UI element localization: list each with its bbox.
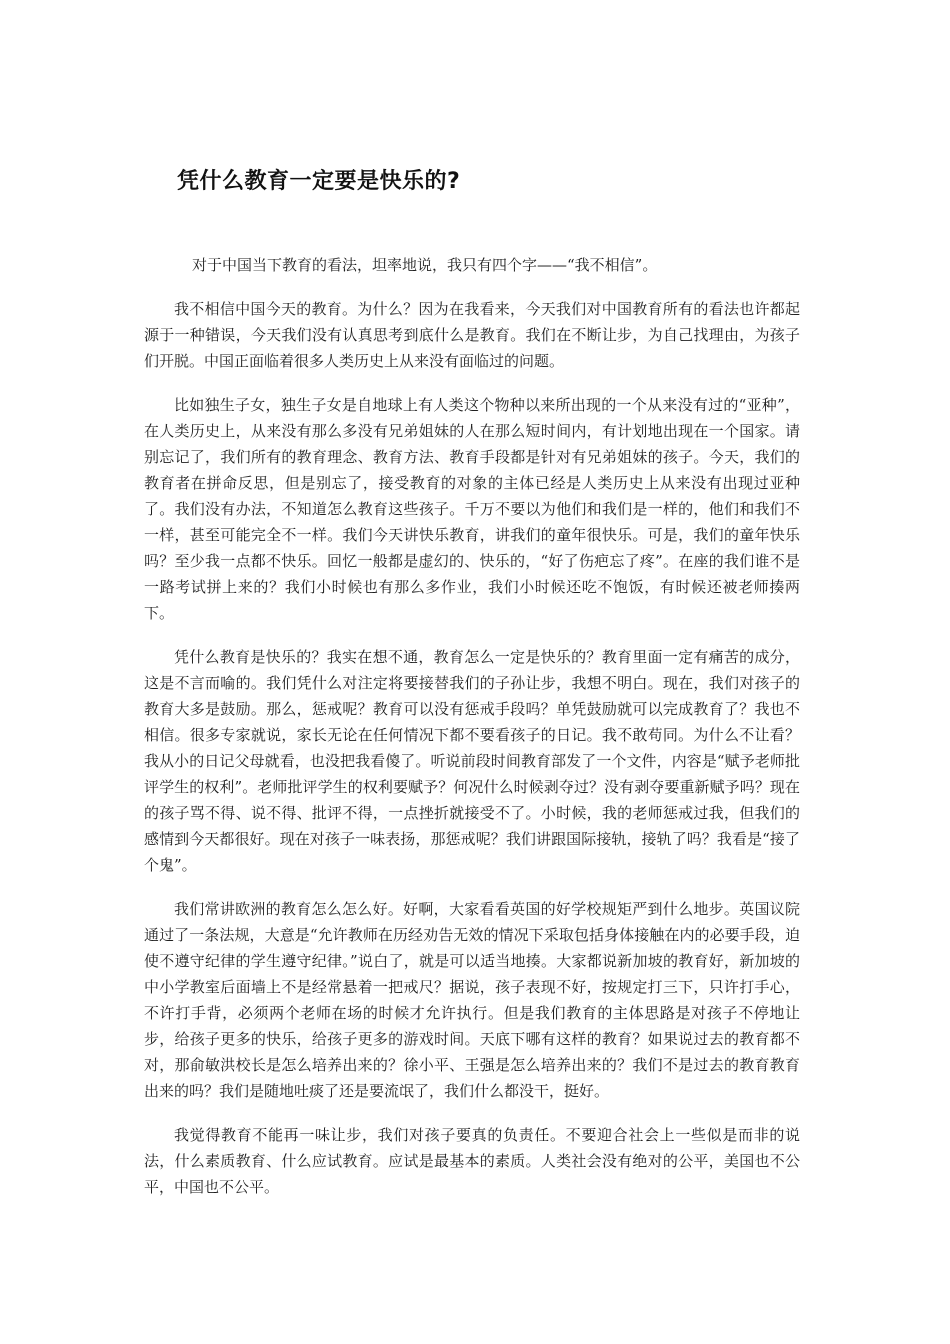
paragraph: 我不相信中国今天的教育。为什么？因为在我看来，今天我们对中国教育所有的看法也许都起源于一种错误，今天我们没有认真思考到底什么是教育。我们在不断让步，为自己找理由，为孩子们开脱。中国正面临着很多人类历史上从来没有面临过的问题。	[144, 300, 800, 370]
paragraph: 我们常讲欧洲的教育怎么怎么好。好啊，大家看看英国的好学校规矩严到什么地步。英国议院通过了一条法规，大意是“允许教师在历经劝告无效的情况下采取包括身体接触在内的必要手段，迫使不遵守纪律的学生遵守纪律。”说白了，就是可以适当地揍。大家都说新加坡的教育好，新加坡的中小学教室后面墙上不是经常悬着一把戒尺？据说，孩子表现不好，按规定打三下，只许打手心，不许打手背，必须两个老师在场的时候才允许执行。但是我们教育的主体思路是对孩子不停地让步，给孩子更多的快乐，给孩子更多的游戏时间。天底下哪有这样的教育？如果说过去的教育都不对，那俞敏洪校长是怎么培养出来的？徐小平、王强是怎么培养出来的？我们不是过去的教育教育出来的吗？我们是随地吐痰了还是要流氓了，我们什么都没干，挺好。	[144, 900, 800, 1100]
paragraph-intro: 对于中国当下教育的看法，坦率地说，我只有四个字——“我不相信”。	[192, 256, 658, 274]
document-body	[144, 252, 800, 1218]
paragraph: 凭什么教育是快乐的？我实在想不通，教育怎么一定是快乐的？教育里面一定有痛苦的成分，这是不言而喻的。我们凭什么对注定将要接替我们的子孙让步，我想不明白。现在，我们对孩子的教育大多是鼓励。那么，惩戒呢？教育可以没有惩戒手段吗？单凭鼓励就可以完成教育了？我也不相信。很多专家就说，家长无论在任何情况下都不要看孩子的日记。我不敢苟同。为什么不让看？我从小的日记父母就看，也没把我看傻了。听说前段时间教育部发了一个文件，内容是“赋予老师批评学生的权利”。老师批评学生的权利要赋予？何况什么时候剥夺过？没有剥夺要重新赋予吗？现在的孩子骂不得、说不得、批评不得，一点挫折就接受不了。小时候，我的老师惩戒过我，但我们的感情到今天都很好。现在对孩子一味表扬，那惩戒呢？我们讲跟国际接轨，接轨了吗？我看是“接了个鬼”。	[144, 648, 800, 874]
paragraph: 我觉得教育不能再一味让步，我们对孩子要真的负责任。不要迎合社会上一些似是而非的说法，什么素质教育、什么应试教育。应试是最基本的素质。人类社会没有绝对的公平，美国也不公平，中国也不公平。	[144, 1126, 800, 1196]
paragraph: 比如独生子女，独生子女是自地球上有人类这个物种以来所出现的一个从来没有过的“亚种”，在人类历史上，从来没有那么多没有兄弟姐妹的人在那么短时间内，有计划地出现在一个国家。请别忘记了，我们所有的教育理念、教育方法、教育手段都是针对有兄弟姐妹的孩子。今天，我们的教育者在拼命反思，但是别忘了，接受教育的对象的主体已经是人类历史上从来没有出现过亚种了。我们没有办法，不知道怎么教育这些孩子。千万不要以为他们和我们是一样的，他们和我们不一样，甚至可能完全不一样。我们今天讲快乐教育，讲我们的童年很快乐。可是，我们的童年快乐吗？至少我一点都不快乐。回忆一般都是虚幻的、快乐的，“好了伤疤忘了疼”。在座的我们谁不是一路考试拼上来的？我们小时候也有那么多作业，我们小时候还吃不饱饭，有时候还被老师揍两下。	[144, 396, 800, 622]
document-title: 凭什么教育一定要是快乐的?	[177, 169, 461, 194]
